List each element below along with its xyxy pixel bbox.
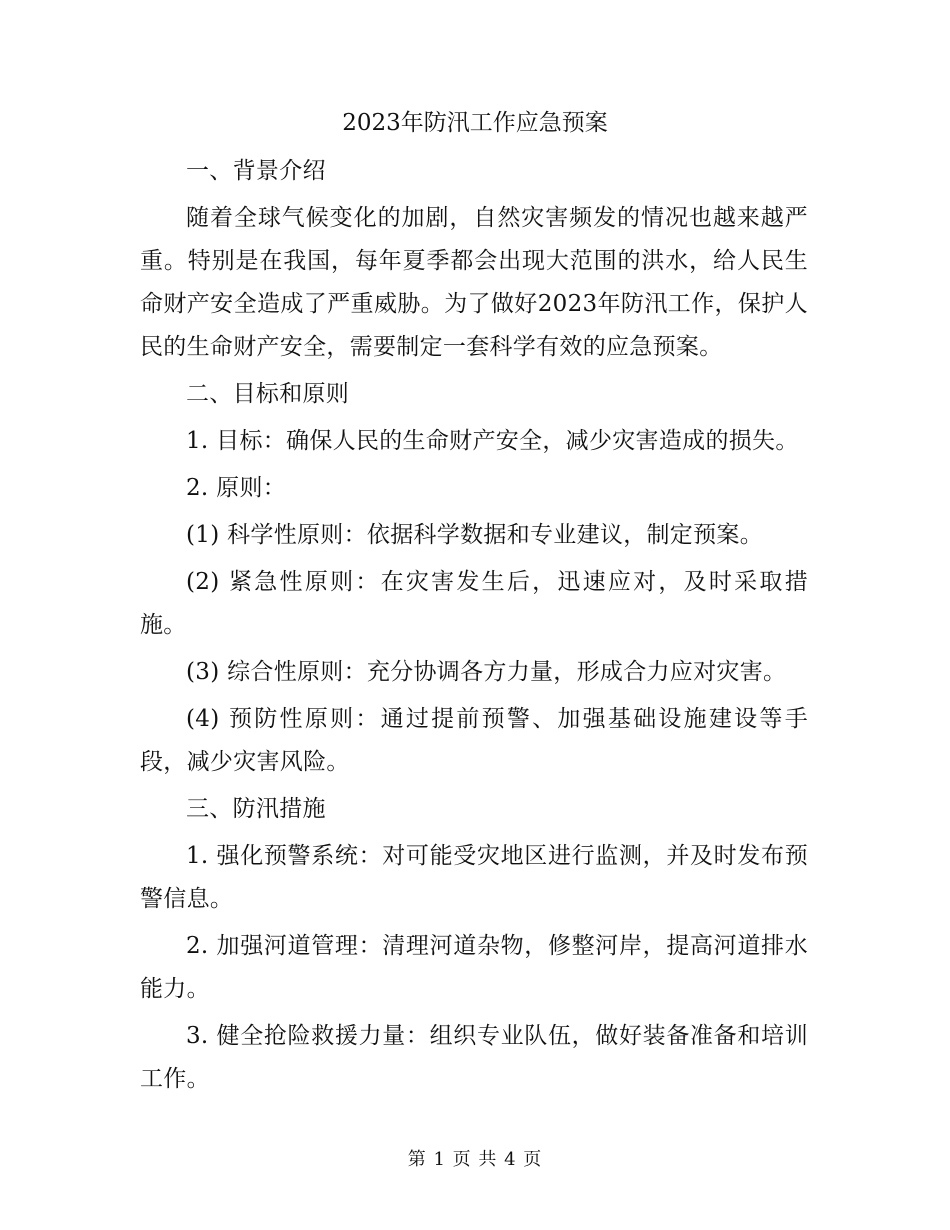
list-item-principles: 2. 原则： (186, 475, 287, 501)
list-item-goal: 1. 目标：确保人民的生命财产安全，减少灾害造成的损失。 (186, 428, 799, 454)
principle-scientific: (1) 科学性原则：依据科学数据和专业建议，制定预案。 (186, 522, 763, 548)
page-footer: 第 1 页 共 4 页 (407, 1149, 543, 1170)
document-title: 2023年防汛工作应急预案 (342, 110, 608, 136)
measure-river-management: 2. 加强河道管理：清理河道杂物，修整河岸，提高河道排水能力。 (140, 933, 808, 1002)
principle-preventive: (4) 预防性原则：通过提前预警、加强基础设施建设等手段，减少灾害风险。 (140, 706, 808, 775)
section-heading-flood-measures: 三、防汛措施 (186, 796, 326, 822)
measure-rescue-forces: 3. 健全抢险救援力量：组织专业队伍，做好装备准备和培训工作。 (140, 1023, 808, 1092)
paragraph-background: 随着全球气候变化的加剧，自然灾害频发的情况也越来越严重。特别是在我国，每年夏季都会出现大范围的洪水，给人民生命财产安全造成了严重威胁。为了做好2023年防汛工作，保护人民的生命财产安全，需要制定一套科学有效的应急预案。 (140, 205, 808, 360)
principle-urgency: (2) 紧急性原则：在灾害发生后，迅速应对，及时采取措施。 (140, 569, 808, 638)
measure-warning-system: 1. 强化预警系统：对可能受灾地区进行监测，并及时发布预警信息。 (140, 843, 808, 912)
document-body (140, 150, 808, 1105)
section-heading-background: 一、背景介绍 (186, 158, 326, 184)
section-heading-goals-principles: 二、目标和原则 (186, 381, 350, 407)
principle-comprehensive: (3) 综合性原则：充分协调各方力量，形成合力应对灾害。 (186, 659, 787, 685)
